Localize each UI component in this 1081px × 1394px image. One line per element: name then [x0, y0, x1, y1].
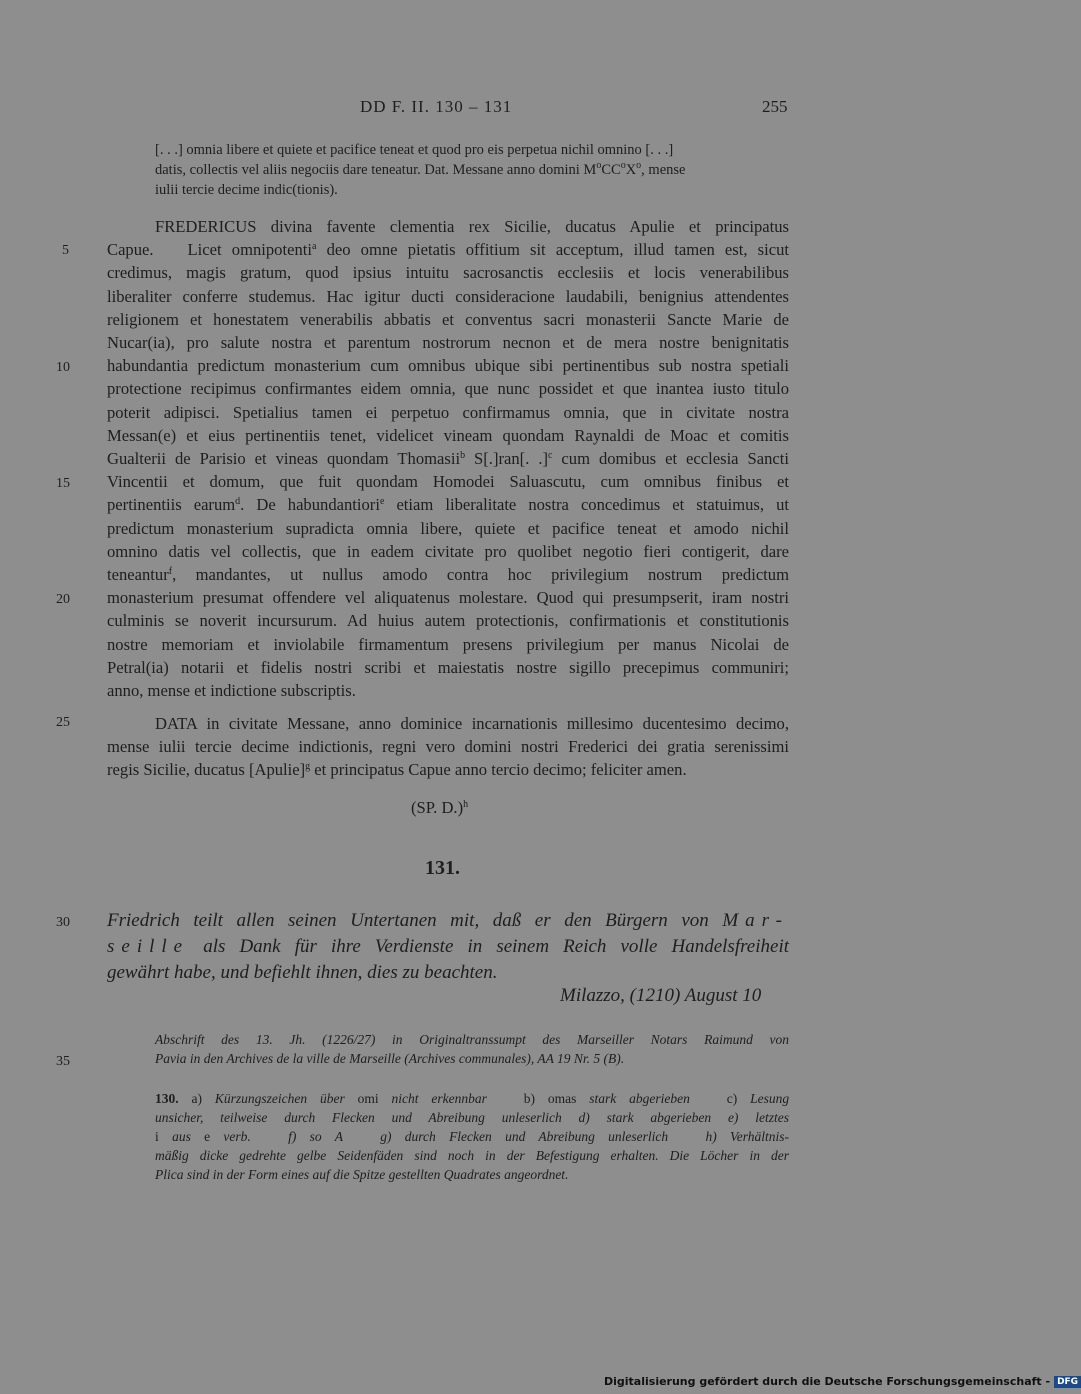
dating-clause	[107, 712, 789, 782]
text-line: teneantur$^f$, mandantes, ut nullus amodo contra hoc privilegium nostrum predictum	[107, 565, 789, 585]
text-line: religionem et honestatem venerabilis abbatis et conventus sacri monasterii Sancte Marie de	[107, 309, 789, 329]
text-line: [. . .] omnia libere et quiete et pacifice teneat et quod pro eis perpetua nichil omnino [. . .]	[155, 142, 674, 158]
text-line: Friedrich teilt allen seinen Untertanen mit, daß er den Bürgern von Mar-	[107, 910, 790, 931]
text-line: predictum monasterium supradicta omnia libere, quiete et pacifice teneat et amodo nichil	[107, 518, 789, 538]
text-line: seille als Dank für ihre Verdienste in seinem Reich volle Handelsfreiheit	[107, 936, 790, 957]
text-line: Petral(ia) notarii et fidelis nostri scribi et maiestatis nostre sigillo precepimus communiri;	[107, 657, 789, 677]
text-line: Plica sind in der Form eines auf die Spitze gestellten Quadrates angeordnet.	[155, 1167, 569, 1182]
text-line: credimus, magis gratum, quod ipsius intuitu sacrosanctis ecclesiis et locis venerabilibus	[107, 263, 789, 283]
text-line: 130. a) Kürzungszeichen über omi nicht erkennbar b) omas stark abgerieben c) Lesung	[155, 1091, 790, 1106]
text-line: pertinentiis earum$^d$. De habundantiori$^e$ etiam liberalitate nostra concedimus et statuimus, ut	[107, 495, 789, 515]
text-line: i aus e verb. f) so A g) durch Flecken und Abreibung unleserlich h) Verhältnis-	[155, 1129, 789, 1144]
text-line: habundantia predictum monasterium cum omnibus ubique sibi pertinentibus sub nostra spetiali	[107, 356, 789, 376]
charter-text	[107, 215, 789, 702]
text-line: FREDERICUS divina favente clementia rex Sicilie, ducatus Apulie et principatus	[155, 217, 789, 236]
place-date: Milazzo, (1210) August 10	[560, 985, 762, 1006]
footer-text: Digitalisierung gefördert durch die Deutsche Forschungsgemeinschaft -	[604, 1375, 1051, 1388]
text-line: datis, collectis vel aliis negociis dare teneatur. Dat. Messane anno domini $M^oCC^oX^o$, mense	[155, 160, 686, 178]
text-line: culminis se noverit incursurum. Ad huius autem protectionis, confirmationis et constitutionis	[107, 611, 789, 631]
running-header: DD F. II. 130 – 131	[360, 97, 513, 116]
line-number: 20	[56, 592, 70, 607]
document-number: 131.	[425, 857, 460, 879]
page-number: 255	[762, 97, 788, 116]
text-line: Abschrift des 13. Jh. (1226/27) in Originaltranssumpt des Marseiller Notars Raimund von	[155, 1032, 789, 1047]
line-number: 15	[56, 476, 70, 491]
text-line: Messan(e) et eius pertinentiis tenet, videlicet vineam quondam Raynaldi de Moac et comitis	[107, 425, 789, 445]
text-line: Capue. Licet omnipotenti$^a$ deo omne pietatis offitium sit acceptum, illud tamen est, sicut	[107, 240, 790, 260]
line-number: 30	[56, 915, 70, 930]
funding-footer	[604, 1375, 1081, 1388]
seal-note: (SP. D.)$^h$	[411, 798, 469, 817]
text-line: unsicher, teilweise durch Flecken und Abreibung unleserlich d) stark abgerieben e) letztes	[155, 1110, 789, 1125]
text-line: gewährt habe, und befiehlt ihnen, dies zu beachten.	[107, 962, 498, 983]
text-line: iulii tercie decime indic(tionis).	[155, 182, 338, 198]
text-line: liberaliter conferre studemus. Hac igitur ducti consideracione laudabili, benignius attendentes	[107, 286, 789, 306]
previous-document-end	[155, 140, 789, 200]
text-line: mense iulii tercie decime indictionis, regni vero domini nostri Frederici dei gratia serenissimi	[107, 737, 789, 757]
text-line: Pavia in den Archives de la ville de Marseille (Archives communales), AA 19 Nr. 5 (B).	[155, 1051, 625, 1066]
text-line: DATA in civitate Messane, anno dominice incarnationis millesimo ducentesimo decimo,	[155, 714, 789, 733]
critical-apparatus	[155, 1089, 789, 1184]
text-line: Gualterii de Parisio et vineas quondam Thomasii$^b$ S[.]ran[. .]$^c$ cum domibus et ecclesia Sancti	[107, 449, 789, 469]
line-number: 25	[56, 715, 70, 730]
regest	[107, 908, 789, 986]
text-line: protectione recipimus confirmantes eidem omnia, que nunc possidet et que inantea iusto titulo	[107, 379, 789, 399]
text-line: regis Sicilie, ducatus [Apulie]$^g$ et principatus Capue anno tercio decimo; feliciter amen.	[107, 760, 687, 780]
line-number: 35	[56, 1054, 70, 1069]
tradition-note	[155, 1030, 789, 1068]
dfg-logo: DFG	[1054, 1376, 1081, 1388]
text-line: monasterium presumat offendere vel aliquatenus molestare. Quod qui presumpserit, iram nostri	[107, 588, 789, 608]
text-line: anno, mense et indictione subscriptis.	[107, 681, 356, 701]
text-line: poterit adipisci. Spetialius tamen ei perpetuo confirmamus omnia, que in civitate nostra	[107, 402, 789, 422]
text-line: Vincentii et domum, que fuit quondam Homodei Saluascutu, cum omnibus finibus et	[107, 472, 789, 492]
text-line: mäßig dicke gedrehte gelbe Seidenfäden sind noch in der Befestigung erhalten. Die Löcher in der	[155, 1148, 789, 1163]
text-line: omnino datis vel collectis, que in eadem civitate pro quolibet negotio fieri contigerit, dare	[107, 541, 789, 561]
line-number: 10	[56, 360, 70, 375]
text-line: Nucar(ia), pro salute nostra et parentum nostrorum necnon et de mera nostre benignitatis	[107, 333, 789, 353]
text-line: nostre memoriam et inviolabile firmamentum presens privilegium per manus Nicolai de	[107, 634, 789, 654]
line-number: 5	[62, 243, 69, 258]
